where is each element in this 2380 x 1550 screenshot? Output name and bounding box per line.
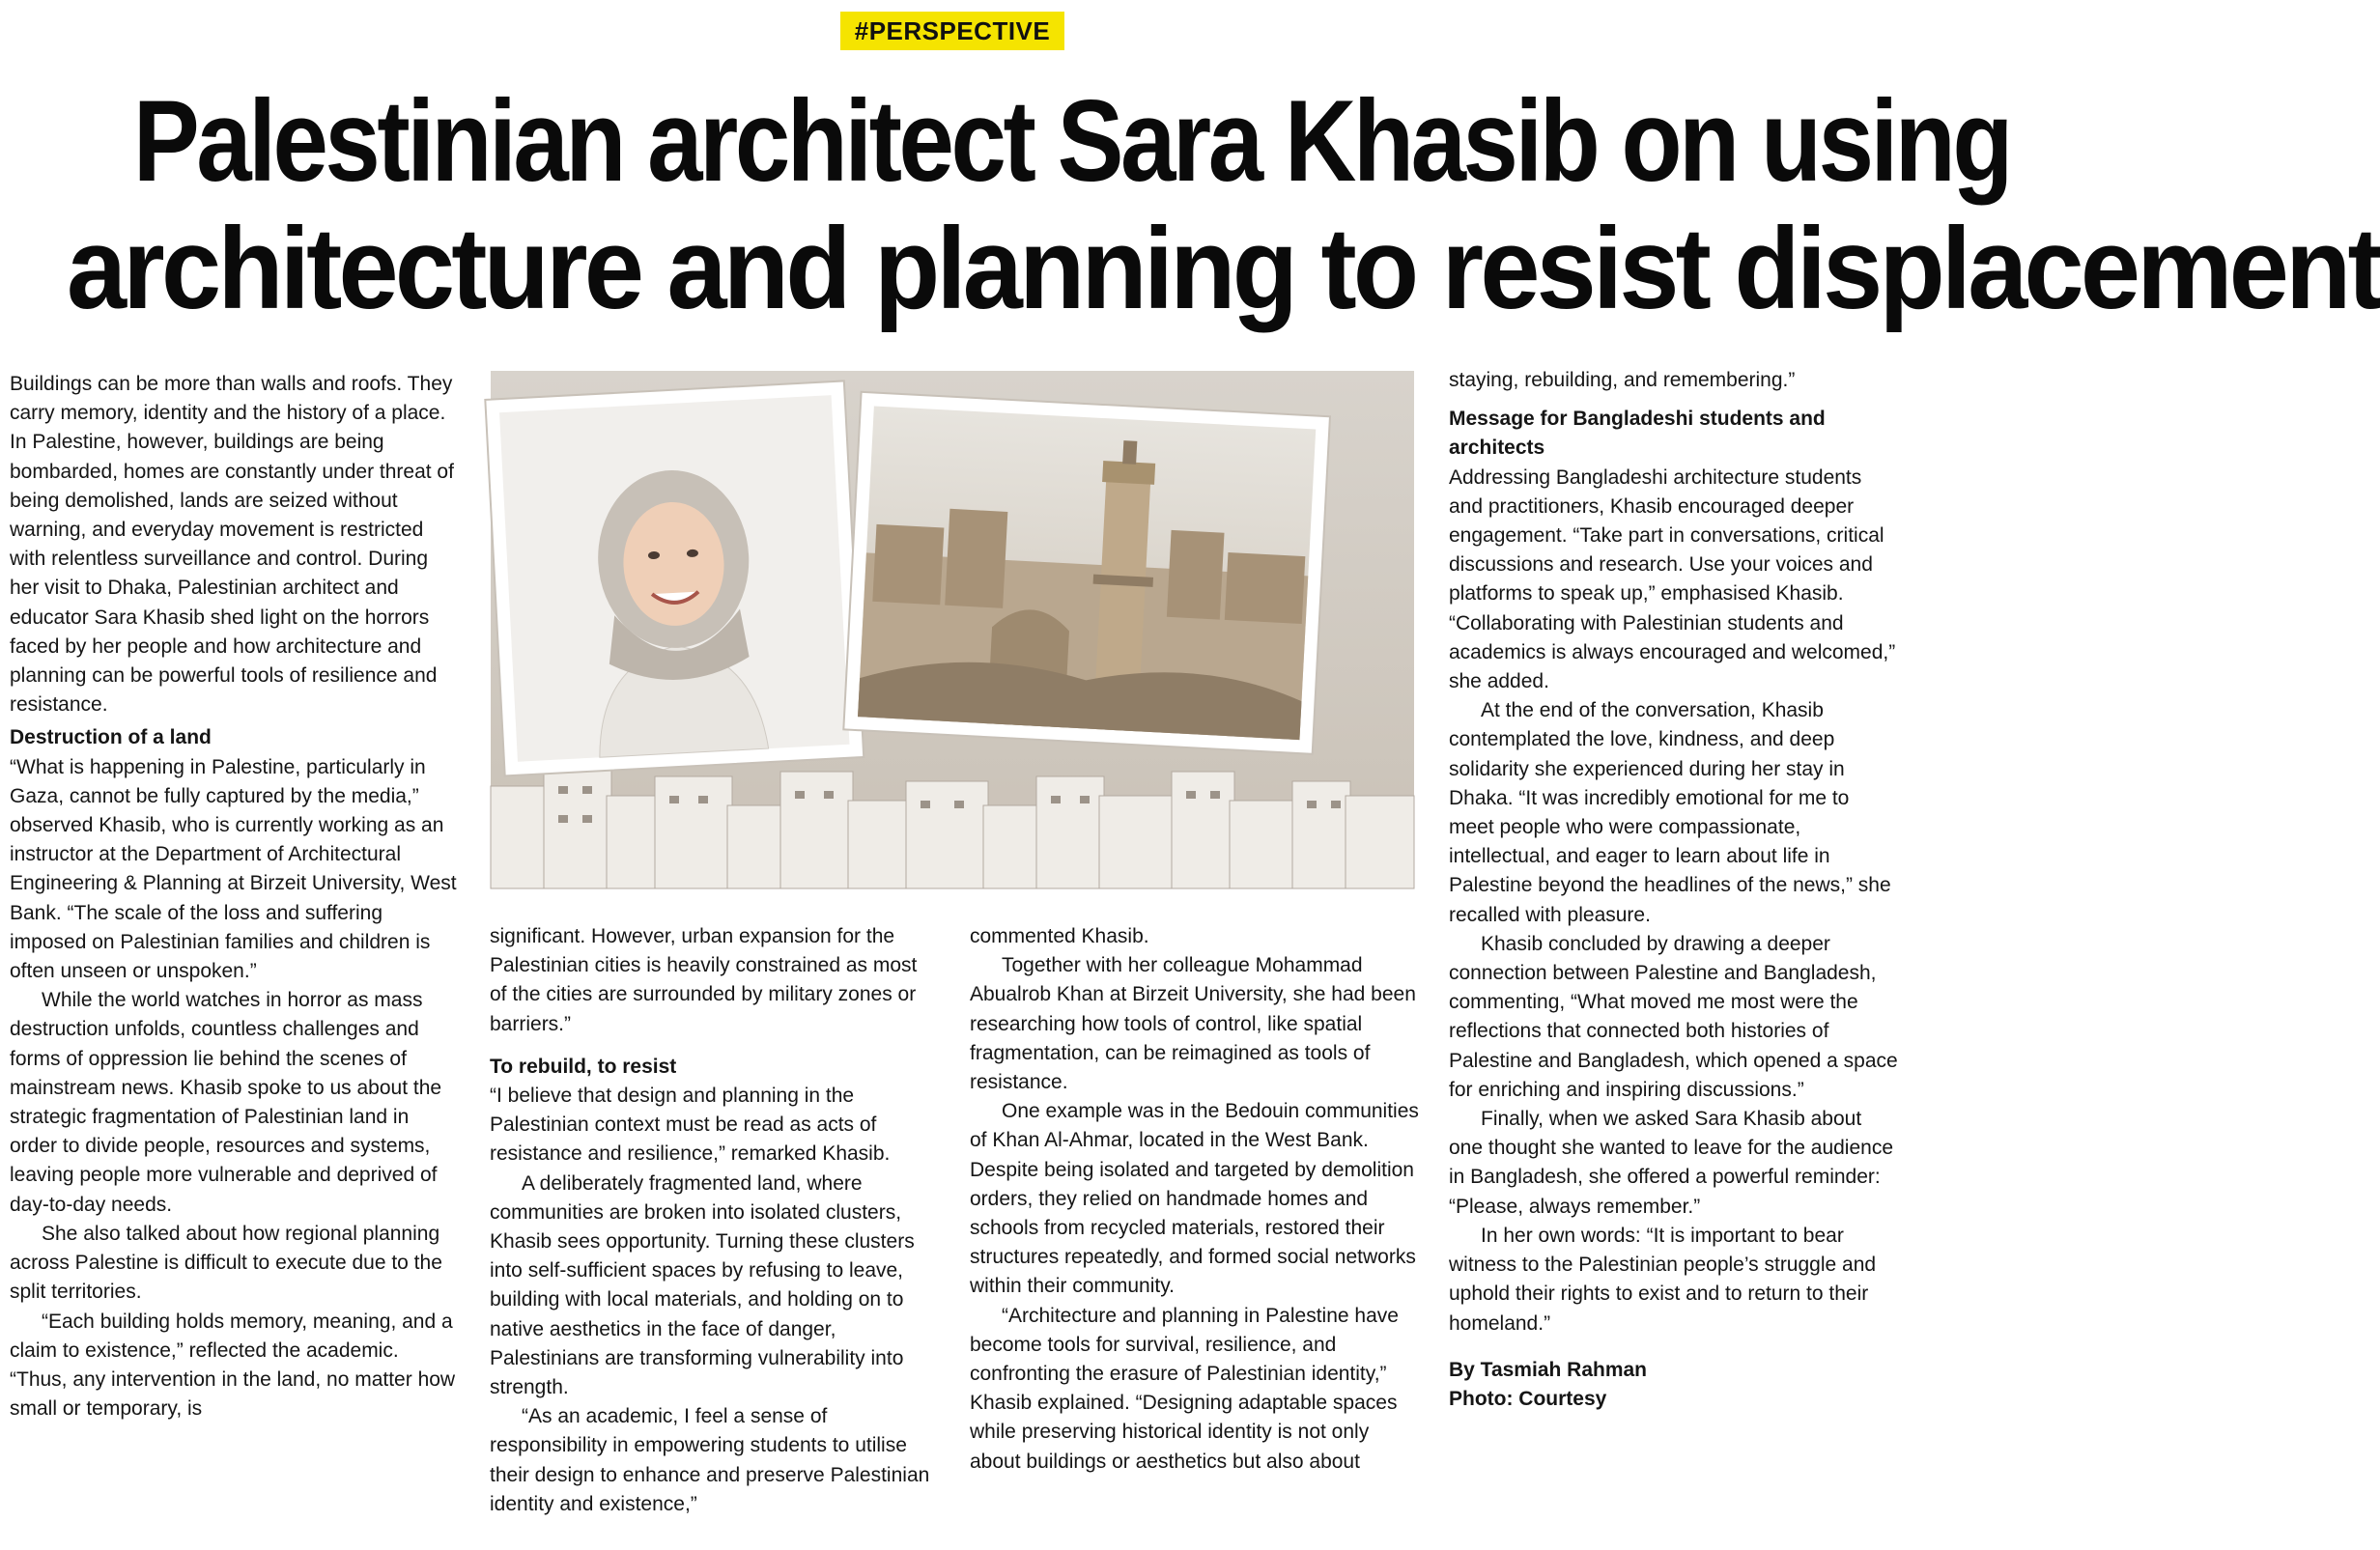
column-2 xyxy=(490,922,939,1519)
column-1 xyxy=(10,370,459,1423)
photo-collage xyxy=(491,371,1414,888)
body-paragraph: At the end of the conversation, Khasib contemplated the love, kindness, and deep solidarity she experienced during her stay in Dhaka. “It was incredibly emotional for me to meet people who were compassionate, intellectual, and eager to learn about life in Palestine beyond the headlines of the news,” she recalled with pleasure. xyxy=(1449,699,1891,926)
column-4 xyxy=(1449,366,1898,1414)
body-paragraph: “What is happening in Palestine, particularly in Gaza, cannot be fully captured by the media,” observed Khasib, who is currently working as an instructor at the Department of Architectural Engineering & Planning at Birzeit University, West Bank. “The scale of the loss and suffering imposed on Palestinian families and children is often unseen or unspoken.” xyxy=(10,755,457,983)
subheading-destruction: Destruction of a land xyxy=(10,726,212,749)
portrait-photo xyxy=(485,380,864,775)
column-3 xyxy=(970,922,1419,1477)
body-paragraph: Finally, when we asked Sara Khasib about one thought she wanted to leave for the audience in Bangladesh, she offered a powerful reminder: “Please, always remember.” xyxy=(1449,1108,1894,1218)
body-paragraph: She also talked about how regional planning across Palestine is difficult to execute due to the split territories. xyxy=(10,1222,442,1304)
body-paragraph: “I believe that design and planning in the Palestinian context must be read as acts of resistance and resilience,” remarked Khasib. xyxy=(490,1085,891,1166)
body-paragraph: “Architecture and planning in Palestine have become tools for survival, resilience, and confronting the erasure of Palestinian identity,” Khasib explained. “Designing adaptable spaces while preserving historical identity is not only about buildings or aesthetics but also about xyxy=(970,1304,1399,1473)
body-paragraph: staying, rebuilding, and remembering.” xyxy=(1449,369,1796,391)
ruins-photo xyxy=(843,392,1330,754)
photo-credit: Photo: Courtesy xyxy=(1449,1387,1607,1410)
collage-illustration xyxy=(491,371,1414,888)
body-paragraph: While the world watches in horror as mass destruction unfolds, countless challenges and forms of oppression lie behind the scenes of mainstream news. Khasib spoke to us about the strategic fragmentation of Palestinian land in order to divide people, resources and systems, leaving people more vulnerable and deprived of day-to-day needs. xyxy=(10,989,442,1216)
body-paragraph: Khasib concluded by drawing a deeper connection between Palestine and Bangladesh, commenting, “What moved me most were the reflections that connected both histories of Palestine and Bangladesh, which opened a space for enriching and inspiring discussions.” xyxy=(1449,932,1898,1101)
body-paragraph: In her own words: “It is important to bear witness to the Palestinian people’s struggle and uphold their rights to exist and to return to their homeland.” xyxy=(1449,1224,1877,1335)
byline: By Tasmiah Rahman xyxy=(1449,1358,1648,1381)
headline-line-2: architecture and planning to resist displacement xyxy=(66,204,2380,333)
headline-line-1: Palestinian architect Sara Khasib on using xyxy=(132,76,2010,206)
intro-paragraph: Buildings can be more than walls and roofs. They carry memory, identity and the history of a place. In Palestine, however, buildings are being bombarded, homes are constantly under threat of being demolished, lands are seized without warning, and everyday movement is restricted with relentless surveillance and control. During her visit to Dhaka, Palestinian architect and educator Sara Khasib shed light on the horrors faced by her people and how architecture and planning can be powerful tools of resilience and resistance. xyxy=(10,373,454,717)
section-tag: #PERSPECTIVE xyxy=(840,12,1064,50)
body-paragraph: commented Khasib. xyxy=(970,925,1149,947)
body-paragraph: “As an academic, I feel a sense of responsibility in empowering students to utilise their design to enhance and preserve Palestinian identity and existence,” xyxy=(490,1405,930,1515)
subheading-rebuild: To rebuild, to resist xyxy=(490,1055,677,1078)
body-paragraph: A deliberately fragmented land, where communities are broken into isolated clusters, Khasib sees opportunity. Turning these clusters into self-sufficient spaces by refusing to leave, building with local materials, and holding on to native aesthetics in the face of danger, Palestinians are transforming vulnerability into strength. xyxy=(490,1171,915,1399)
body-paragraph: significant. However, urban expansion for the Palestinian cities is heavily constrained as most of the cities are surrounded by military zones or barriers.” xyxy=(490,925,918,1035)
article-headline xyxy=(0,76,2380,333)
subheading-message: Message for Bangladeshi students and architects xyxy=(1449,408,1826,460)
body-paragraph: “Each building holds memory, meaning, and a claim to existence,” reflected the academic. “Thus, any intervention in the land, no matter how small or temporary, is xyxy=(10,1310,456,1421)
body-paragraph: Addressing Bangladeshi architecture students and practitioners, Khasib encouraged deeper engagement. “Take part in conversations, critical discussions and research. Use your voices and platforms to speak up,” emphasised Khasib. “Collaborating with Palestinian students and academics is always encouraged and welcomed,” she added. xyxy=(1449,465,1896,693)
body-paragraph: One example was in the Bedouin communities of Khan Al-Ahmar, located in the West Bank. Despite being isolated and targeted by demolition orders, they relied on handmade homes and schools from recycled materials, restored their structures repeatedly, and formed social networks within their community. xyxy=(970,1100,1419,1298)
body-paragraph: Together with her colleague Mohammad Abualrob Khan at Birzeit University, she had been researching how tools of control, like spatial fragmentation, can be reimagined as tools of resistance. xyxy=(970,954,1416,1094)
